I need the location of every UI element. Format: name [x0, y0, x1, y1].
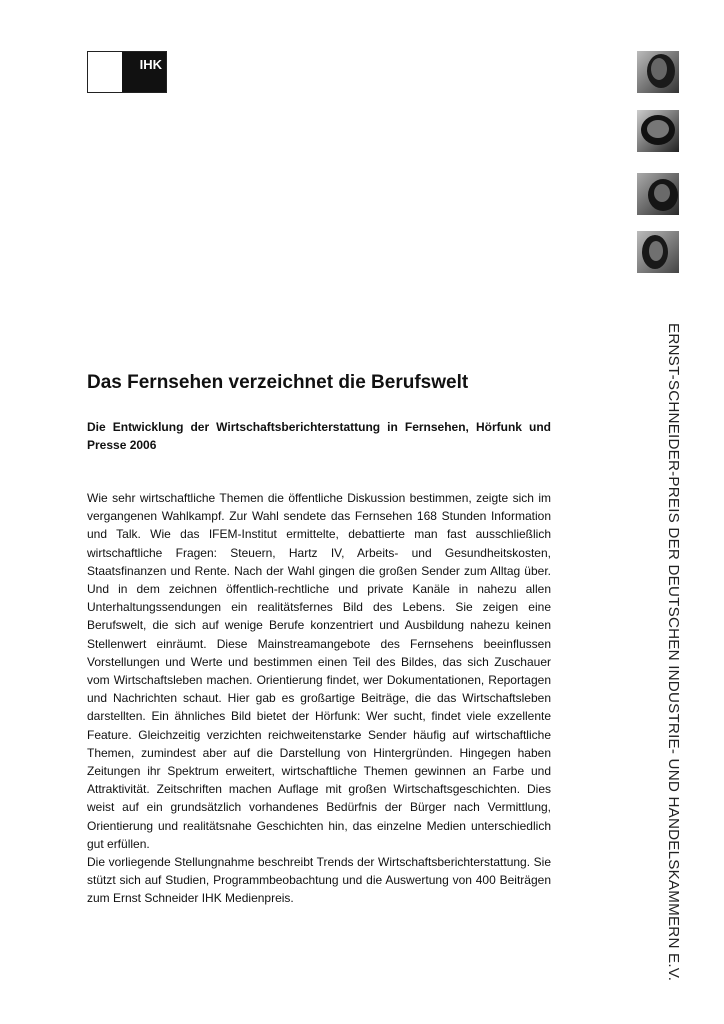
side-banner — [662, 323, 682, 1003]
side-banner-text: ERNST-SCHNEIDER-PREIS DER DEUTSCHEN INDUSTRIE- UND HANDELSKAMMERN E.V. — [665, 323, 682, 982]
tv-image-2 — [637, 110, 679, 152]
tv-image-3 — [637, 173, 679, 215]
tv-image-4 — [637, 231, 679, 273]
tv-image-1 — [637, 51, 679, 93]
ihk-logo — [87, 51, 167, 93]
page-title: Das Fernsehen verzeichnet die Berufswelt — [87, 372, 469, 393]
paragraph: Die vorliegende Stellungnahme beschreibt Trends der Wirtschaftsberichterstattung. Sie stützt sich auf Studien, Programmbeobachtung und die Auswertung von 400 Beiträgen zum Ernst Schneider IHK Medienpreis. — [87, 855, 551, 906]
subtitle: Die Entwicklung der Wirtschaftsberichterstattung in Fernsehen, Hörfunk und Presse 2006 — [87, 420, 551, 452]
paragraph: Wie sehr wirtschaftliche Themen die öffentliche Diskussion bestimmen, zeigte sich im vergangenen Wahlkampf. Zur Wahl sendete das Fernsehen 168 Stunden Information und Talk. Wie das IFEM-Institut ermittelte, debattierte man fast ausschließlich wirtschaftliche Fragen: Steuern, Hartz IV, Arbeits- und Gesundheitskosten, Staatsfinanzen und Rente. Nach der Wahl gingen die großen Sender zum Alltag über. Und in dem zeichnen öffentlich-rechtliche und private Kanäle in nahezu allen Unterhaltungssendungen ein realitätsfernes Bild des Lebens. Sie zeigen eine Berufswelt, die sich auf wenige Berufe konzentriert und Ausbildung nahezu keinen Stellenwert einräumt. Diese Mainstreamangebote des Fernsehens beeinflussen Vorstellungen und Werte und bestimmen einen Teil des Bildes, das sich Zuschauer vom Wirtschaftsleben machen. Orientierung findet, wer Dokumentationen, Reportagen und Nachrichten schaut. Hier gab es großartige Beiträge, die das Wirtschaftsleben darstellten. Ein ähnliches Bild bietet der Hörfunk: Wer sucht, findet viele exzellente Feature. Gleichzeitig verzichten reichweitenstarke Sender häufig auf wirtschaftliche Themen, zumindest aber auf die Darstellung von Hintergründen. Hingegen haben Zeitungen ihr Spektrum erweitert, wirtschaftliche Themen gewinnen an Farbe und Attraktivität. Zeitschriften machen Auflage mit großen Wirtschaftsgeschichten. Dies weist auf ein grundsätzlich vorhandenes Bedürfnis der Bürger nach Vermittlung, Orientierung und realitätsnahe Geschichten hin, das einzelne Medien unterschiedlich gut erfüllen. — [87, 491, 551, 851]
logo-text: IHK — [139, 57, 162, 72]
